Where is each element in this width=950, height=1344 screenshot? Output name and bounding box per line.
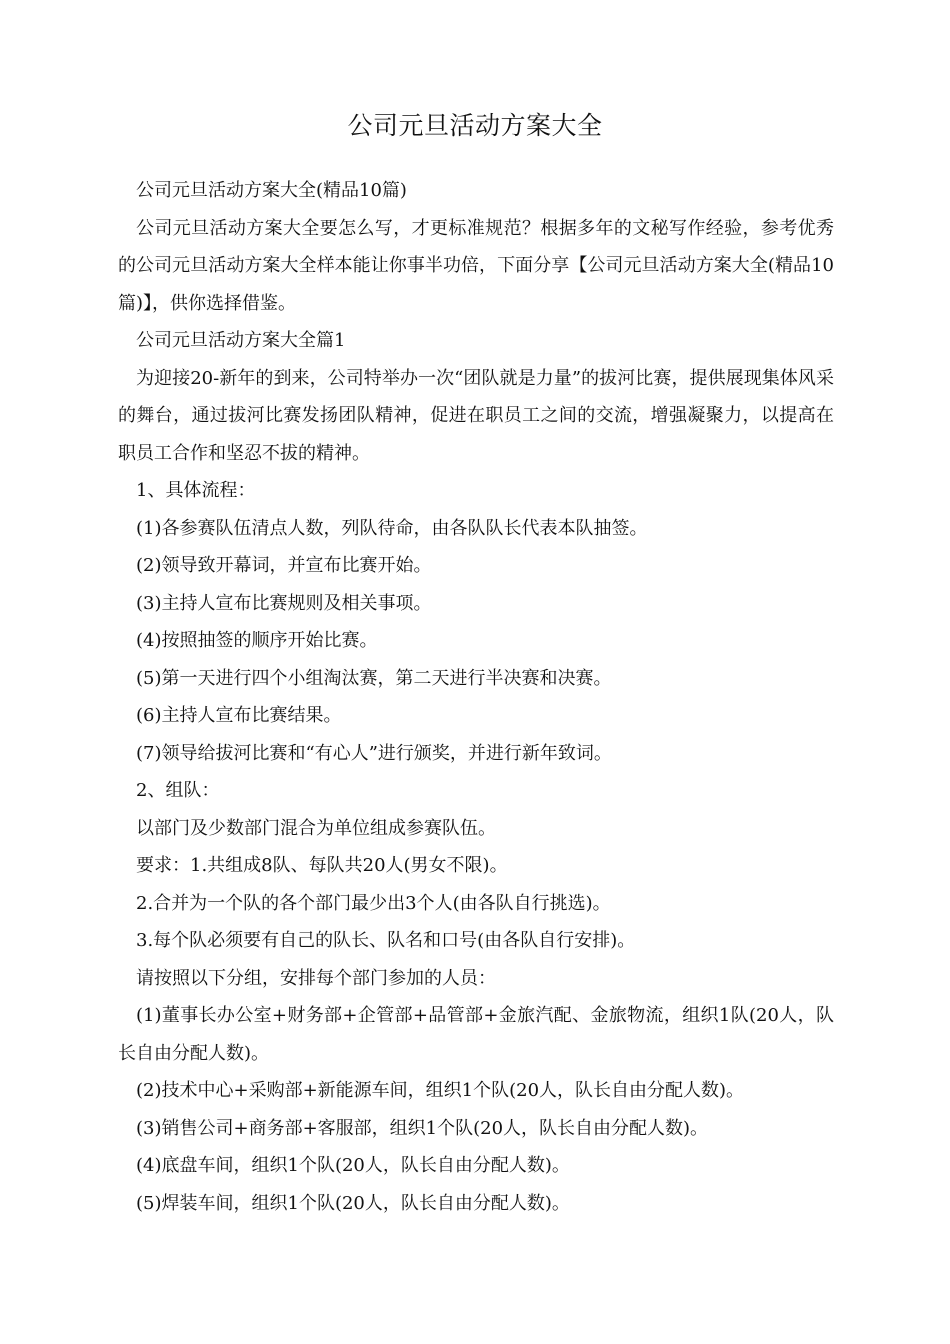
paragraph: 请按照以下分组，安排每个部门参加的人员： bbox=[136, 967, 496, 989]
paragraph: 3.每个队必须要有自己的队长、队名和口号(由各队自行安排)。 bbox=[136, 930, 636, 951]
document-title: 公司元旦活动方案大全 bbox=[347, 111, 603, 140]
paragraph: 公司元旦活动方案大全要怎么写，才更标准规范？根据多年的文秘写作经验，参考优秀的公司元旦活动方案大全样本能让你事半功倍，下面分享【公司元旦活动方案大全(精品10篇)】，供你选择借鉴。 bbox=[118, 217, 834, 314]
paragraph: 2.合并为一个队的各个部门最少出3个人(由各队自行挑选)。 bbox=[136, 892, 611, 914]
paragraph: 以部门及少数部门混合为单位组成参赛队伍。 bbox=[136, 817, 496, 839]
document-body bbox=[118, 172, 834, 1222]
paragraph: (3)主持人宣布比赛规则及相关事项。 bbox=[136, 592, 432, 614]
paragraph: 公司元旦活动方案大全篇1 bbox=[136, 330, 346, 351]
paragraph: 2、组队： bbox=[136, 780, 220, 801]
paragraph: (5)第一天进行四个小组淘汰赛，第二天进行半决赛和决赛。 bbox=[136, 667, 612, 689]
paragraph: (3)销售公司+商务部+客服部，组织1个队(20人，队长自由分配人数)。 bbox=[136, 1117, 709, 1139]
paragraph: 1、具体流程： bbox=[136, 480, 256, 501]
paragraph: (4)按照抽签的顺序开始比赛。 bbox=[136, 630, 378, 651]
paragraph: 为迎接20-新年的到来，公司特举办一次“团队就是力量”的拔河比赛，提供展现集体风采的舞台，通过拔河比赛发扬团队精神，促进在职员工之间的交流，增强凝聚力，以提高在职员工合作和坚忍不拔的精神。 bbox=[118, 367, 834, 464]
paragraph: (2)技术中心+采购部+新能源车间，组织1个队(20人，队长自由分配人数)。 bbox=[136, 1080, 745, 1101]
paragraph: 公司元旦活动方案大全(精品10篇) bbox=[136, 180, 407, 201]
paragraph: (2)领导致开幕词，并宣布比赛开始。 bbox=[136, 555, 432, 576]
paragraph: (6)主持人宣布比赛结果。 bbox=[136, 705, 342, 726]
paragraph: (1)各参赛队伍清点人数，列队待命，由各队队长代表本队抽签。 bbox=[136, 517, 648, 539]
paragraph: (7)领导给拔河比赛和“有心人”进行颁奖，并进行新年致词。 bbox=[136, 742, 612, 764]
paragraph: (4)底盘车间，组织1个队(20人，队长自由分配人数)。 bbox=[136, 1155, 570, 1176]
paragraph: (1)董事长办公室+财务部+企管部+品管部+金旅汽配、金旅物流，组织1队(20人，队长自由分配人数)。 bbox=[118, 1005, 834, 1064]
paragraph: (5)焊装车间，组织1个队(20人，队长自由分配人数)。 bbox=[136, 1192, 570, 1214]
paragraph: 要求：1.共组成8队、每队共20人(男女不限)。 bbox=[136, 855, 508, 876]
